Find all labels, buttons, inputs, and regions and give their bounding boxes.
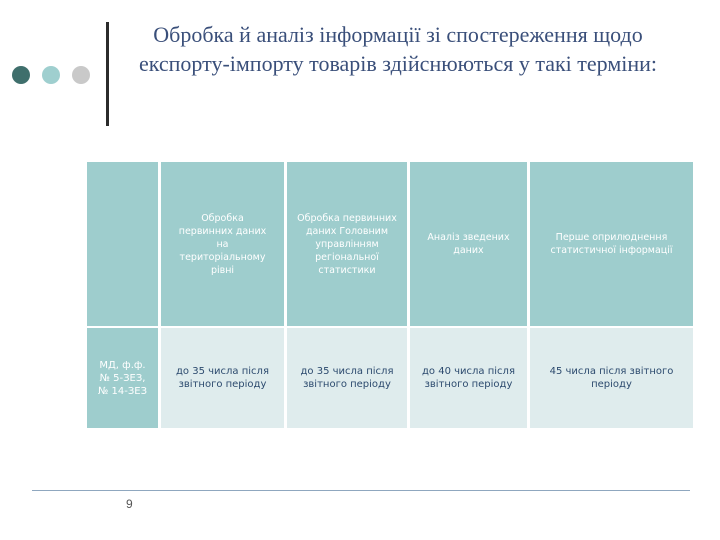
footer-divider bbox=[32, 490, 690, 491]
cell-analysis-term: до 40 числа після звітного періоду bbox=[410, 328, 527, 428]
dark-dot-icon bbox=[12, 66, 30, 84]
cell-main-department-term: до 35 числа після звітного періоду bbox=[287, 328, 407, 428]
header-aggregated-analysis: Аналіз зведених даних bbox=[410, 162, 527, 326]
slide-title: Обробка й аналіз інформації зі спостереження щодо експорту-імпорту товарів здійснюються у такі терміни: bbox=[138, 22, 658, 76]
gray-dot-icon bbox=[72, 66, 90, 84]
header-territorial-processing: Обробка первинних даних на територіальному рівні bbox=[161, 162, 284, 326]
cell-territorial-term: до 35 числа після звітного періоду bbox=[161, 328, 284, 428]
cell-publication-term: 45 числа після звітного періоду bbox=[530, 328, 693, 428]
row-label-forms: МД, ф.ф. № 5-ЗЕЗ, № 14-ЗЕЗ bbox=[87, 328, 158, 428]
terms-table bbox=[87, 162, 693, 428]
page-number: 9 bbox=[126, 497, 133, 511]
header-main-department-processing: Обробка первинних даних Головним управлінням регіональної статистики bbox=[287, 162, 407, 326]
header-first-publication: Перше оприлюднення статистичної інформації bbox=[530, 162, 693, 326]
decorative-dots bbox=[12, 66, 92, 84]
table-corner-cell bbox=[87, 162, 158, 326]
title-divider bbox=[106, 22, 109, 126]
teal-dot-icon bbox=[42, 66, 60, 84]
